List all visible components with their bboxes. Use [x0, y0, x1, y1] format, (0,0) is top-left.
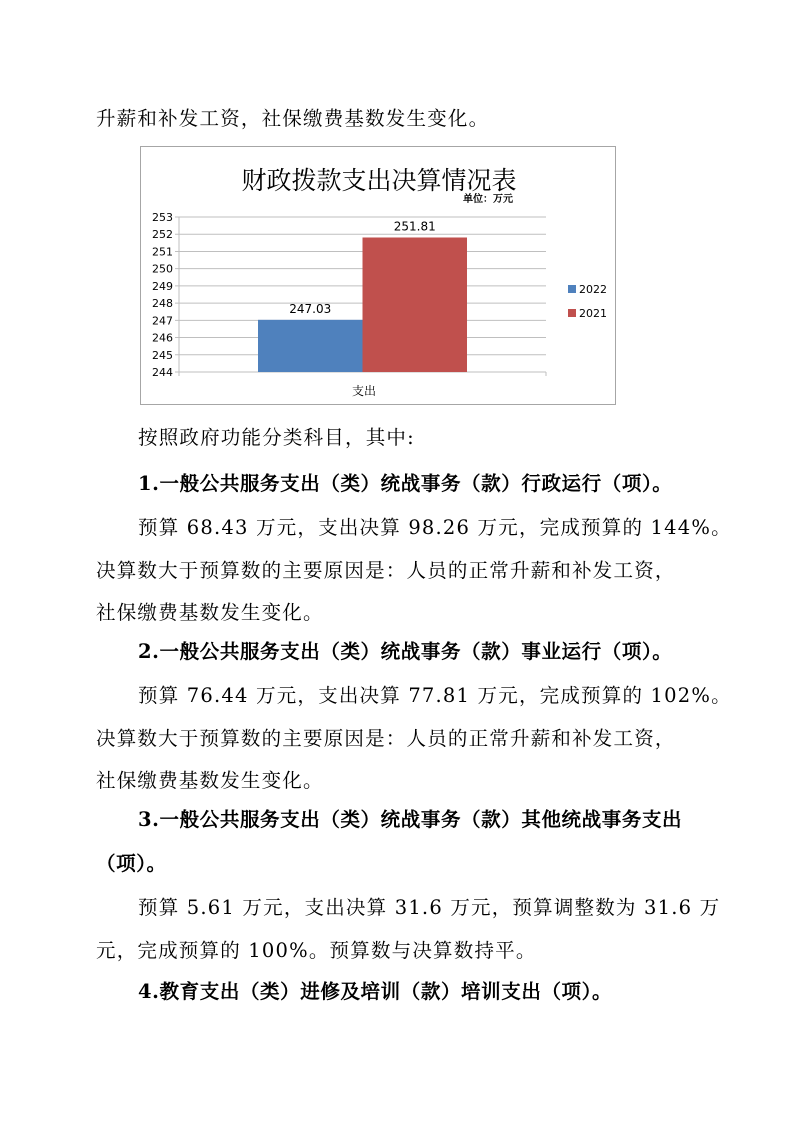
y-tick-label: 244: [152, 366, 173, 379]
x-category-label: 支出: [351, 384, 377, 398]
y-tick-label: 248: [152, 297, 173, 311]
item1-heading: 1.一般公共服务支出（类）统战事务（款）行政运行（项）。: [138, 472, 673, 495]
y-tick-label: 246: [152, 331, 173, 345]
item1-text: 预算 68.43 万元，支出决算 98.26 万元，完成预算的 144%。: [138, 516, 732, 539]
y-tick-label: 252: [152, 228, 173, 242]
y-tick-label: 249: [152, 279, 173, 293]
legend-swatch: [568, 285, 576, 293]
chart-unit-label: 单位：万元: [463, 194, 513, 205]
y-axis-ticks: [152, 211, 173, 379]
item2-text: 决算数大于预算数的主要原因是：人员的正常升薪和补发工资，: [96, 727, 676, 750]
y-tick-label: 251: [152, 245, 173, 259]
item3-text: 元，完成预算的 100%。预算数与决算数持平。: [96, 939, 537, 962]
item3-heading: 3.一般公共服务支出（类）统战事务（款）其他统战事务支出: [138, 808, 683, 831]
bar-2022: [258, 320, 363, 372]
chart-canvas: [141, 147, 617, 406]
legend-label: 2021: [579, 307, 607, 320]
bar-chart: [140, 146, 616, 405]
chart-title: 财政拨款支出决算情况表: [241, 166, 517, 195]
legend: [568, 283, 607, 320]
paragraph-intro: 按照政府功能分类科目，其中:: [138, 426, 415, 449]
y-tick-label: 245: [152, 348, 173, 362]
item3-text: 预算 5.61 万元，支出决算 31.6 万元，预算调整数为 31.6 万: [138, 896, 721, 919]
paragraph-line: 升薪和补发工资，社保缴费基数发生变化。: [96, 107, 490, 130]
y-tick-label: 253: [152, 211, 173, 224]
item1-text: 社保缴费基数发生变化。: [96, 601, 324, 624]
item2-text: 预算 76.44 万元，支出决算 77.81 万元，完成预算的 102%。: [138, 684, 732, 707]
item1-text: 决算数大于预算数的主要原因是：人员的正常升薪和补发工资，: [96, 559, 676, 582]
item3-heading: （项）。: [96, 852, 167, 875]
data-label: 247.03: [289, 301, 332, 316]
bar-2021: [363, 237, 468, 372]
data-label: 251.81: [393, 219, 436, 234]
legend-label: 2022: [579, 283, 607, 296]
y-tick-label: 247: [152, 314, 173, 328]
legend-swatch: [568, 309, 576, 317]
item4-heading: 4.教育支出（类）进修及培训（款）培训支出（项）。: [138, 980, 613, 1003]
y-tick-label: 250: [152, 262, 173, 276]
item2-text: 社保缴费基数发生变化。: [96, 769, 324, 792]
item2-heading: 2.一般公共服务支出（类）统战事务（款）事业运行（项）。: [138, 640, 673, 663]
